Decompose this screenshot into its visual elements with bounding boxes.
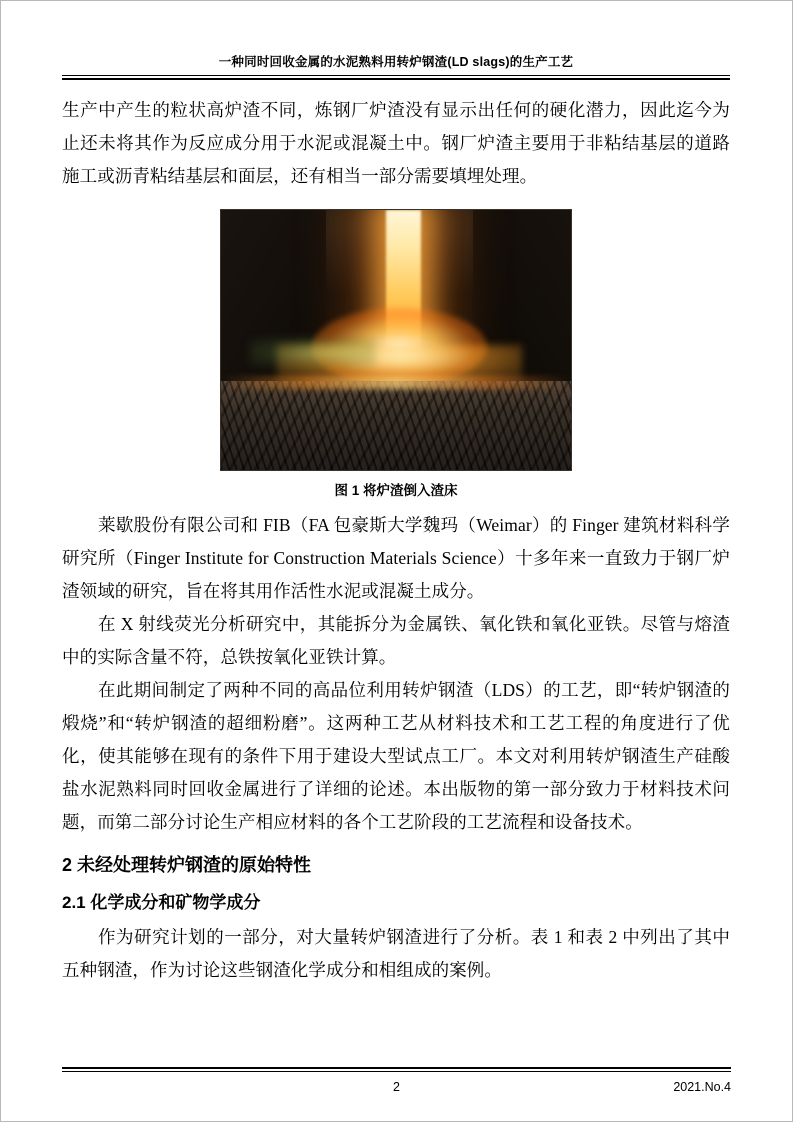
header-rule-thick xyxy=(62,78,730,80)
paragraph-5: 作为研究计划的一部分，对大量转炉钢渣进行了分析。表 1 和表 2 中列出了其中五种钢渣，作为讨论这些钢渣化学成分和相组成的案例。 xyxy=(62,926,730,980)
page-content xyxy=(62,52,730,987)
photo-slag-texture xyxy=(221,381,571,469)
issue-label: 2021.No.4 xyxy=(673,1080,731,1094)
section-heading-2: 2 未经处理转炉钢渣的原始特性 xyxy=(62,854,312,875)
molten-slag-pouring-photo xyxy=(220,209,572,471)
footer-rule-thick xyxy=(62,1067,731,1069)
page-number: 2 xyxy=(393,1080,400,1094)
paragraph-4: 在此期间制定了两种不同的高品位利用转炉钢渣（LDS）的工艺，即“转炉钢渣的煅烧”和“转炉钢渣的超细粉磨”。这两种工艺从材料技术和工艺工程的角度进行了优化，使其能够在现有的条件下用于建设大型试点工厂。本文对利用转炉钢渣生产硅酸盐水泥熟料同时回收金属进行了详细的论述。本出版物的第一部分致力于材料技术问题，而第二部分讨论生产相应材料的各个工艺阶段的工艺流程和设备技术。 xyxy=(62,679,730,832)
running-header: 一种同时回收金属的水泥熟料用转炉钢渣(LD slags)的生产工艺 xyxy=(218,55,574,69)
header-rule-thin xyxy=(62,75,730,76)
paragraph-1: 生产中产生的粒状高炉渣不同，炼钢厂炉渣没有显示出任何的硬化潜力，因此迄今为止还未将其作为反应成分用于水泥或混凝土中。钢厂炉渣主要用于非粘结基层的道路施工或沥青粘结基层和面层，还有相当一部分需要填埋处理。 xyxy=(62,99,730,186)
figure-caption: 图 1 将炉渣倒入渣床 xyxy=(334,482,458,498)
paragraph-3: 在 X 射线荧光分析研究中，其能拆分为金属铁、氧化铁和氧化亚铁。尽管与熔渣中的实际含量不符，总铁按氧化亚铁计算。 xyxy=(62,613,730,667)
section-heading-2-1: 2.1 化学成分和矿物学成分 xyxy=(62,892,261,912)
paragraph-2: 莱歇股份有限公司和 FIB（FA 包豪斯大学魏玛（Weimar）的 Finger 建筑材料科学研究所（Finger Institute for Construction Materials Science）十多年来一直致力于钢厂炉渣领域的研究，旨在将其用作活性水泥或混凝土成分。 xyxy=(62,514,730,601)
footer-row xyxy=(62,1080,731,1094)
footer-rule-thin xyxy=(62,1071,731,1072)
photo-ember-line xyxy=(221,376,571,389)
photo-green-flame xyxy=(249,337,375,368)
figure-1 xyxy=(62,209,730,499)
page-footer xyxy=(62,1067,731,1094)
